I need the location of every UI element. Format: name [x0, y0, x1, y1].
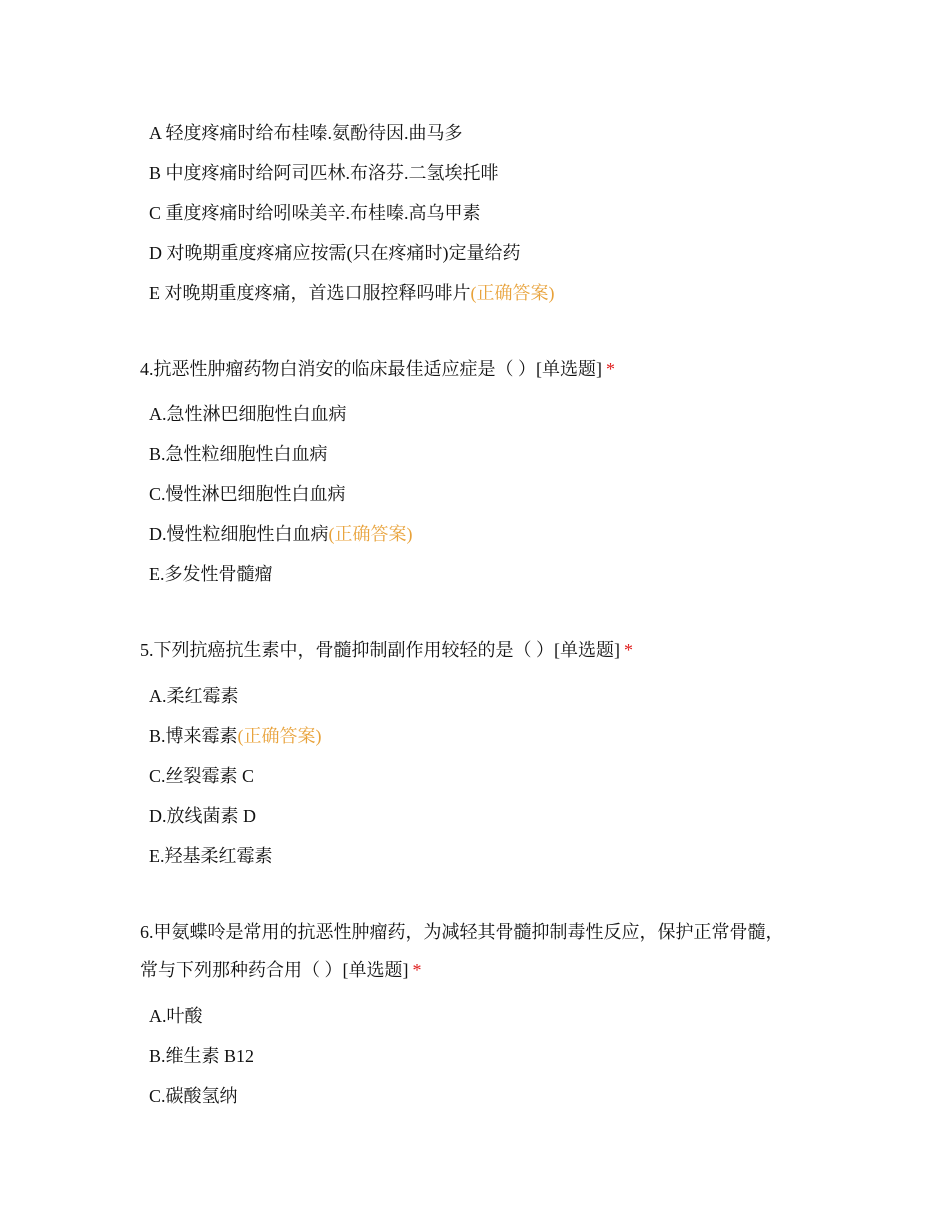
- option-text: B 中度疼痛时给阿司匹林.布洛芬.二氢埃托啡: [149, 163, 499, 183]
- option-a: [149, 121, 463, 145]
- correct-answer-marker: (正确答案): [237, 726, 322, 746]
- option-d: [149, 522, 413, 546]
- question-text: 4.抗恶性肿瘤药物白消安的临床最佳适应症是（ ）[单选题]: [140, 359, 602, 379]
- question-title-line-2: [140, 958, 422, 982]
- option-e: [149, 281, 555, 305]
- option-b: [149, 724, 322, 748]
- option-d: [149, 241, 521, 265]
- question-text: 常与下列那种药合用（ ）[单选题]: [140, 960, 409, 980]
- option-c: [149, 482, 346, 506]
- option-text: A.叶酸: [149, 1006, 203, 1026]
- question-text: 5.下列抗癌抗生素中，骨髓抑制副作用较轻的是（ ）[单选题]: [140, 640, 620, 660]
- option-b: [149, 1044, 254, 1068]
- option-d: [149, 804, 256, 828]
- required-star: *: [624, 640, 633, 660]
- option-text: A.急性淋巴细胞性白血病: [149, 404, 347, 424]
- option-text: B.急性粒细胞性白血病: [149, 444, 328, 464]
- option-b: [149, 161, 499, 185]
- option-text: D.慢性粒细胞性白血病: [149, 524, 329, 544]
- option-text: D.放线菌素 D: [149, 806, 256, 826]
- option-e: [149, 844, 273, 868]
- option-text: C.丝裂霉素 C: [149, 766, 255, 786]
- question-title: [140, 357, 615, 381]
- question-title-line-1: [140, 920, 784, 944]
- required-star: *: [606, 359, 615, 379]
- option-text: C 重度疼痛时给吲哚美辛.布桂嗪.高乌甲素: [149, 203, 481, 223]
- option-text: C.慢性淋巴细胞性白血病: [149, 484, 346, 504]
- option-a: [149, 402, 347, 426]
- question-text: 6.甲氨蝶呤是常用的抗恶性肿瘤药，为减轻其骨髓抑制毒性反应，保护正常骨髓，: [140, 922, 784, 942]
- option-text: E 对晚期重度疼痛，首选口服控释吗啡片: [149, 283, 471, 303]
- option-text: E.羟基柔红霉素: [149, 846, 273, 866]
- option-text: E.多发性骨髓瘤: [149, 564, 273, 584]
- option-c: [149, 201, 481, 225]
- correct-answer-marker: (正确答案): [470, 283, 555, 303]
- option-b: [149, 442, 328, 466]
- option-a: [149, 684, 239, 708]
- option-c: [149, 764, 254, 788]
- option-text: D 对晚期重度疼痛应按需(只在疼痛时)定量给药: [149, 243, 521, 263]
- required-star: *: [412, 960, 422, 980]
- option-a: [149, 1004, 203, 1028]
- question-title: [140, 638, 633, 662]
- option-text: C.碳酸氢纳: [149, 1086, 238, 1106]
- correct-answer-marker: (正确答案): [328, 524, 413, 544]
- option-text: A.柔红霉素: [149, 686, 239, 706]
- option-text: B.博来霉素: [149, 726, 238, 746]
- option-e: [149, 562, 273, 586]
- option-text: A 轻度疼痛时给布桂嗪.氨酚待因.曲马多: [149, 123, 463, 143]
- option-text: B.维生素 B12: [149, 1046, 255, 1066]
- option-c: [149, 1084, 238, 1108]
